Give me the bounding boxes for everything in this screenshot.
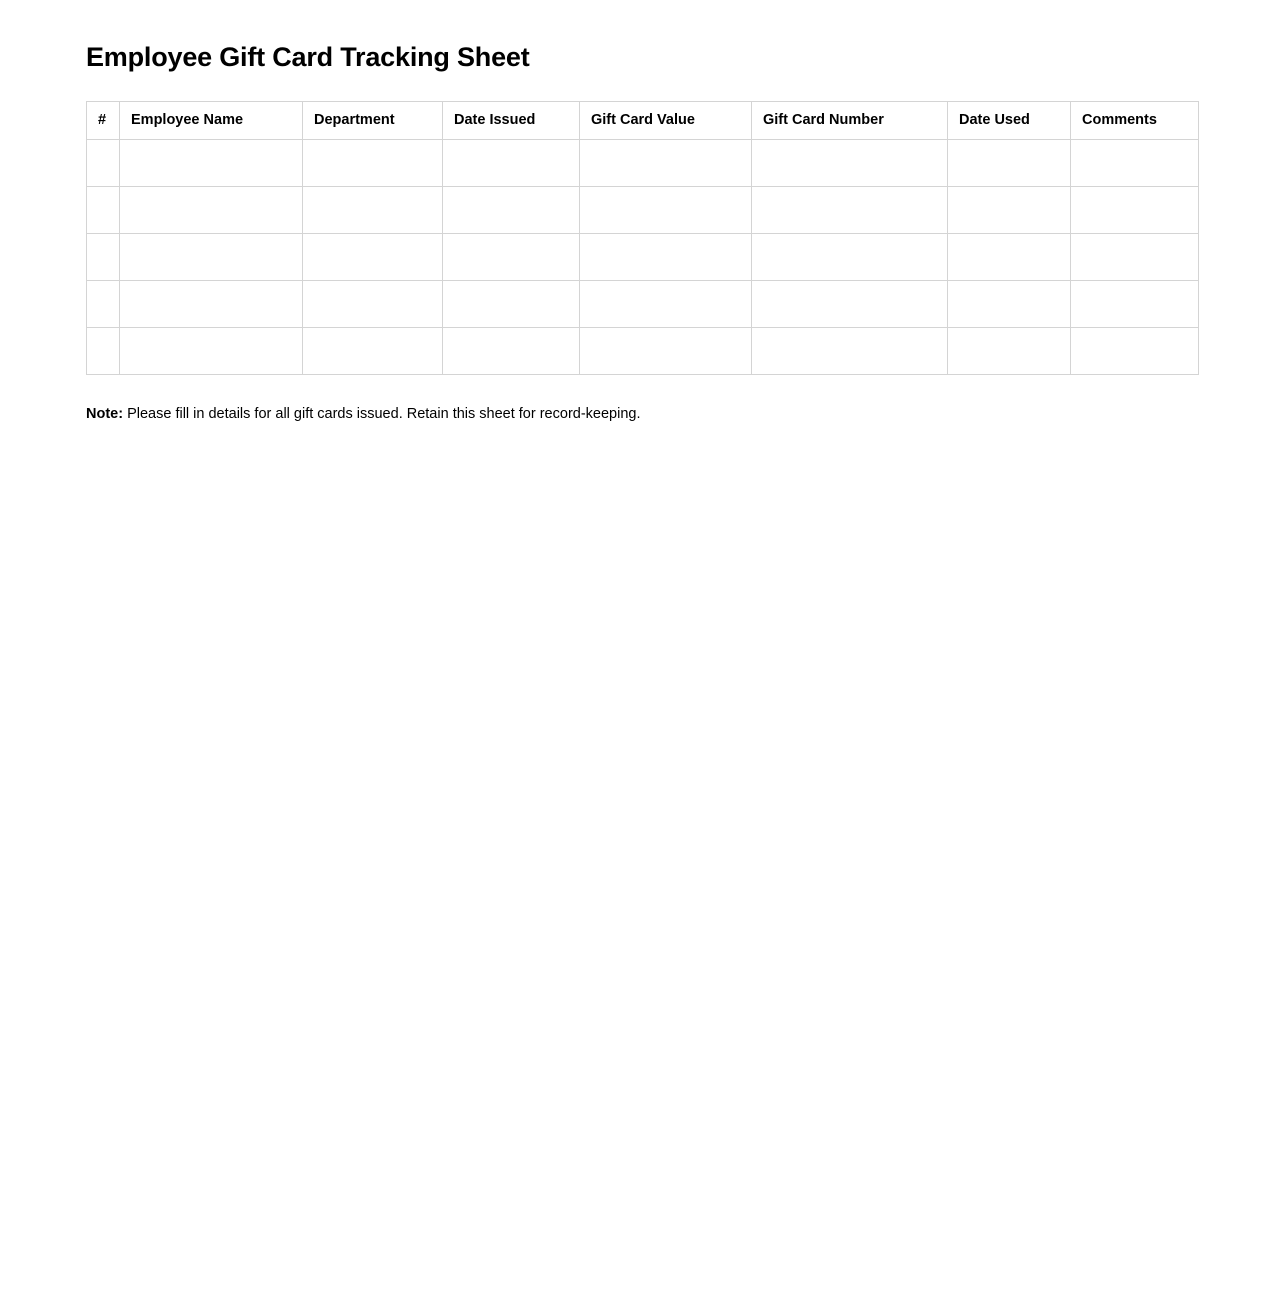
cell-employee-name[interactable]	[120, 328, 303, 375]
cell-gift-card-number[interactable]	[752, 328, 948, 375]
note	[86, 404, 1198, 424]
cell-gift-card-value[interactable]	[580, 187, 752, 234]
cell-comments[interactable]	[1071, 328, 1199, 375]
cell-gift-card-number[interactable]	[752, 187, 948, 234]
cell-gift-card-number[interactable]	[752, 281, 948, 328]
cell-gift-card-number[interactable]	[752, 234, 948, 281]
cell-comments[interactable]	[1071, 234, 1199, 281]
column-header-date-issued: Date Issued	[443, 102, 580, 140]
cell-department[interactable]	[303, 140, 443, 187]
column-header-number: #	[87, 102, 120, 140]
cell-department[interactable]	[303, 187, 443, 234]
cell-date-issued[interactable]	[443, 328, 580, 375]
cell-gift-card-value[interactable]	[580, 281, 752, 328]
cell-number[interactable]	[87, 281, 120, 328]
column-header-employee-name: Employee Name	[120, 102, 303, 140]
cell-gift-card-value[interactable]	[580, 140, 752, 187]
cell-employee-name[interactable]	[120, 140, 303, 187]
cell-comments[interactable]	[1071, 140, 1199, 187]
column-header-date-used: Date Used	[948, 102, 1071, 140]
cell-date-used[interactable]	[948, 140, 1071, 187]
column-header-gift-card-number: Gift Card Number	[752, 102, 948, 140]
cell-number[interactable]	[87, 234, 120, 281]
table-header-row	[87, 102, 1199, 140]
document-page	[0, 0, 1278, 424]
cell-number[interactable]	[87, 140, 120, 187]
table-row	[87, 140, 1199, 187]
table-row	[87, 234, 1199, 281]
cell-number[interactable]	[87, 187, 120, 234]
cell-number[interactable]	[87, 328, 120, 375]
table-row	[87, 281, 1199, 328]
cell-comments[interactable]	[1071, 281, 1199, 328]
cell-department[interactable]	[303, 328, 443, 375]
cell-date-used[interactable]	[948, 328, 1071, 375]
cell-comments[interactable]	[1071, 187, 1199, 234]
table-body	[87, 140, 1199, 375]
note-label: Note:	[86, 406, 124, 422]
gift-card-tracking-table	[86, 101, 1199, 375]
column-header-department: Department	[303, 102, 443, 140]
cell-employee-name[interactable]	[120, 281, 303, 328]
cell-department[interactable]	[303, 281, 443, 328]
cell-date-issued[interactable]	[443, 140, 580, 187]
cell-date-used[interactable]	[948, 281, 1071, 328]
cell-date-issued[interactable]	[443, 187, 580, 234]
cell-date-used[interactable]	[948, 187, 1071, 234]
table-row	[87, 328, 1199, 375]
cell-gift-card-value[interactable]	[580, 234, 752, 281]
column-header-gift-card-value: Gift Card Value	[580, 102, 752, 140]
table-header	[87, 102, 1199, 140]
note-text: Please fill in details for all gift cards issued. Retain this sheet for record-keeping.	[123, 406, 641, 422]
cell-gift-card-value[interactable]	[580, 328, 752, 375]
cell-date-used[interactable]	[948, 234, 1071, 281]
cell-date-issued[interactable]	[443, 281, 580, 328]
column-header-comments: Comments	[1071, 102, 1199, 140]
table-row	[87, 187, 1199, 234]
cell-employee-name[interactable]	[120, 187, 303, 234]
cell-department[interactable]	[303, 234, 443, 281]
cell-gift-card-number[interactable]	[752, 140, 948, 187]
page-title: Employee Gift Card Tracking Sheet	[86, 42, 530, 72]
cell-employee-name[interactable]	[120, 234, 303, 281]
cell-date-issued[interactable]	[443, 234, 580, 281]
